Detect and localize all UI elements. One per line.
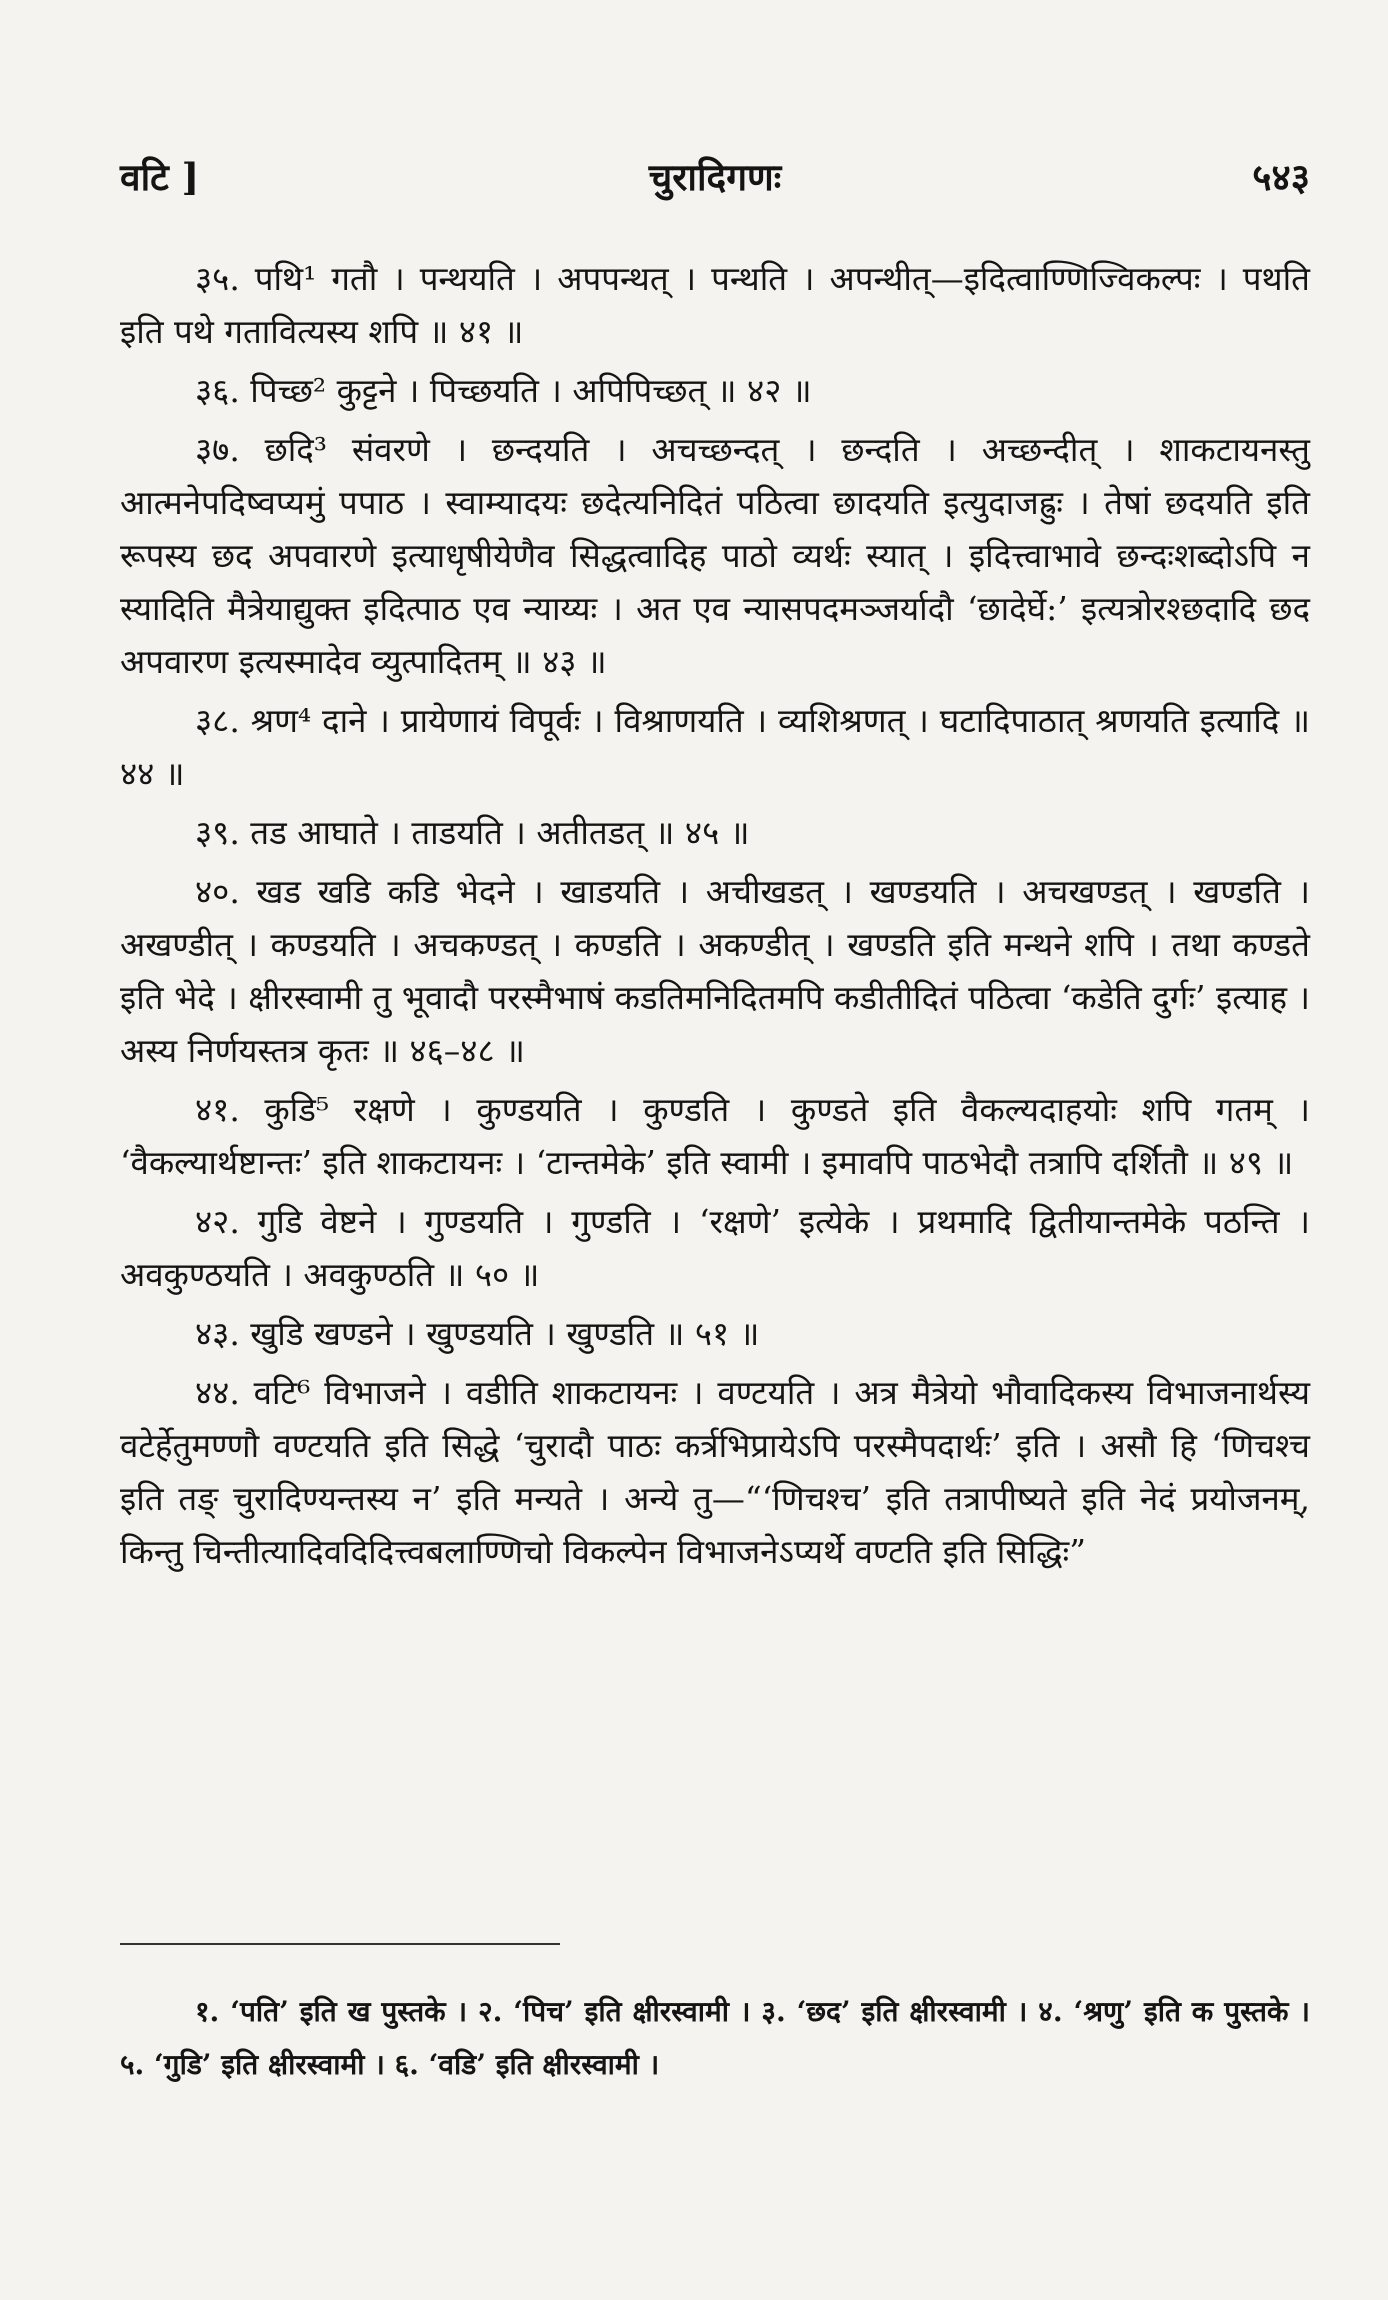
footnotes: १. ‘पति’ इति ख पुस्तके । २. ‘पिच’ इति क्षीरस्वामी । ३. ‘छद’ इति क्षीरस्वामी । ४. ‘श्रणु’ इति क पुस्तके । ५. ‘गुडि’ इति क्षीरस्वामी । ६. ‘वडि’ इति क्षीरस्वामी । [120,1995,1310,2081]
page-number: ५४३ [1252,155,1310,199]
paragraph-41: ४१. कुडि⁵ रक्षणे । कुण्डयति । कुण्डति । कुण्डते इति वैकल्यदाहयोः शपि गतम् । ‘वैकल्यार्थष्टान्तः’ इति शाकटायनः । ‘टान्तमेके’ इति स्वामी । इमावपि पाठभेदौ तत्रापि दर्शितौ ॥ ४९ ॥ [120,1090,1310,1182]
main-text [120,252,1310,1584]
paragraph-36: ३६. पिच्छ² कुट्टने । पिच्छयति । अपिपिच्छत् ॥ ४२ ॥ [195,371,812,410]
paragraph-40: ४०. खड खडि कडि भेदने । खाडयति । अचीखडत् । खण्डयति । अचखण्डत् । खण्डति । अखण्डीत् । कण्डयति । अचकण्डत् । कण्डति । अकण्डीत् । खण्डति इति मन्थने शपि । तथा कण्डते इति भेदे । क्षीरस्वामी तु भूवादौ परस्मैभाषं कडतिमनिदितमपि कडीतीदितं पठित्वा ‘कडेति दुर्गः’ इत्याह । अस्य निर्णयस्तत्र कृतः ॥ ४६–४८ ॥ [120,872,1310,1070]
header-title: चुरादिगणः [648,155,782,199]
paragraph-43: ४३. खुडि खण्डने । खुण्डयति । खुण्डति ॥ ५१ ॥ [195,1314,760,1353]
paragraph-39: ३९. तड आघाते । ताडयति । अतीतडत् ॥ ४५ ॥ [195,813,750,852]
footnote-divider [120,1943,560,1945]
paragraph-38: ३८. श्रण⁴ दाने । प्रायेणायं विपूर्वः । विश्राणयति । व्यशिश्रणत् । घटादिपाठात् श्रणयति इत्यादि ॥ ४४ ॥ [120,701,1310,793]
paragraph-37: ३७. छदि³ संवरणे । छन्दयति । अचच्छन्दत् । छन्दति । अच्छन्दीत् । शाकटायनस्तु आत्मनेपदिष्वप्यमुं पपाठ । स्वाम्यादयः छदेत्यनिदितं पठित्वा छादयति इत्युदाजह्रुः । तेषां छदयति इति रूपस्य छद अपवारणे इत्याधृषीयेणैव सिद्धत्वादिह पाठो व्यर्थः स्यात् । इदित्त्वाभावे छन्दःशब्दोऽपि न स्यादिति मैत्रेयाद्युक्त इदित्पाठ एव न्याय्यः । अत एव न्यासपदमञ्जर्यादौ ‘छादेर्घे:’ इत्यत्रोरश्छदादि छद अपवारण इत्यस्मादेव व्युत्पादितम् ॥ ४३ ॥ [120,430,1310,681]
running-header [120,150,1310,210]
header-left: वटि ] [120,155,200,199]
paragraph-42: ४२. गुडि वेष्टने । गुण्डयति । गुण्डति । ‘रक्षणे’ इत्येके । प्रथमादि द्वितीयान्तमेके पठन्ति । अवकुण्ठयति । अवकुण्ठति ॥ ५० ॥ [120,1202,1310,1294]
paragraph-35: ३५. पथि¹ गतौ । पन्थयति । अपपन्थत् । पन्थति । अपन्थीत्—इदित्वाण्णिज्विकल्पः । पथति इति पथे गतावित्यस्य शपि ॥ ४१ ॥ [120,259,1310,351]
paragraph-44: ४४. वटि⁶ विभाजने । वडीति शाकटायनः । वण्टयति । अत्र मैत्रेयो भौवादिकस्य विभाजनार्थस्य वटेर्हेतुमण्णौ वण्टयति इति सिद्धे ‘चुरादौ पाठः कर्त्रभिप्रायेऽपि परस्मैपदार्थः’ इति । असौ हि ‘णिचश्च इति तङ् चुरादिण्यन्तस्य न’ इति मन्यते । अन्ये तु—“‘णिचश्च’ इति तत्रापीष्यते इति नेदं प्रयोजनम्, किन्तु चिन्तीत्यादिवदिदित्त्वबलाण्णिचो विकल्पेन विभाजनेऽप्यर्थे वण्टति इति सिद्धिः” [120,1373,1310,1571]
